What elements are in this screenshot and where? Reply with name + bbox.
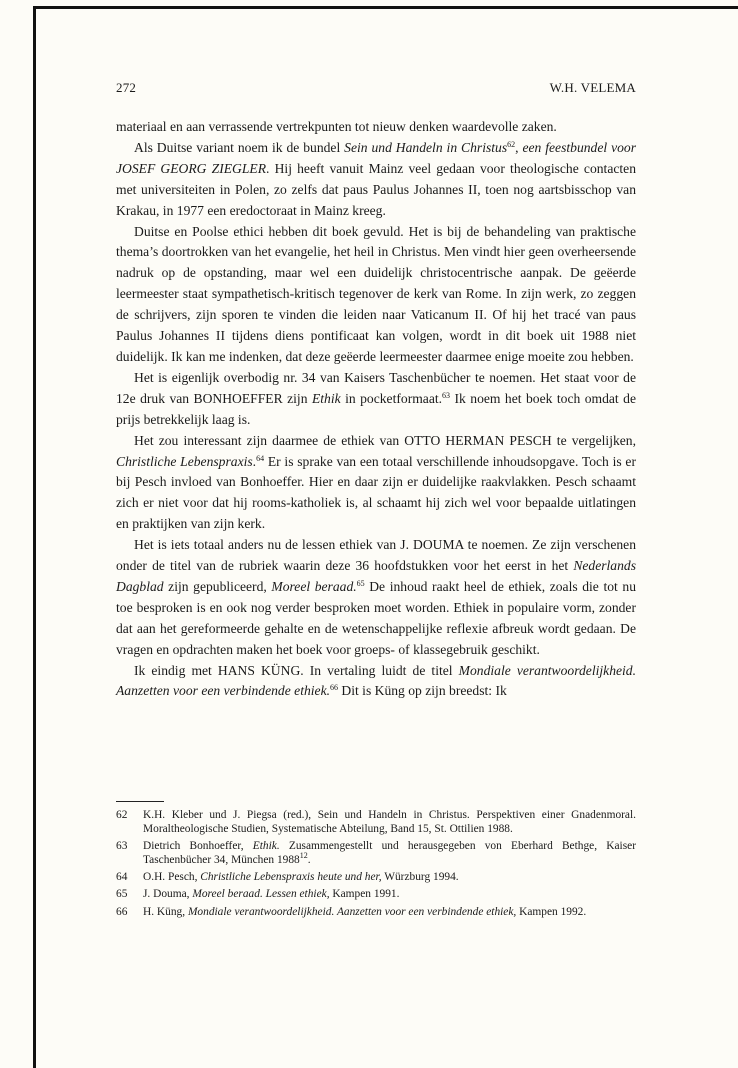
footnote-text: Dietrich Bonhoeffer, bbox=[143, 840, 253, 853]
footnote-title: Ethik. bbox=[252, 840, 280, 853]
footnote-text: J. Douma, bbox=[143, 888, 193, 901]
paragraph-text: zijn gepubliceerd, bbox=[163, 578, 272, 594]
footnote-text: O.H. Pesch, bbox=[143, 871, 201, 884]
footnote-ref-65[interactable]: 65 bbox=[356, 578, 365, 588]
footnote-title: Mondiale verantwoordelijkheid. Aanzetten voor een verbindende ethiek, bbox=[187, 905, 517, 918]
book-title: Ethik bbox=[311, 390, 341, 406]
footnote-number: 65 bbox=[116, 888, 128, 901]
footnote-64 bbox=[116, 870, 636, 884]
book-title: Christliche Lebenspraxis bbox=[116, 453, 253, 469]
footnote-text: Kampen 1992. bbox=[516, 905, 587, 918]
footnote-number: 63 bbox=[116, 840, 128, 853]
paragraph-text: materiaal en aan verrassende vertrekpunten tot nieuw denken waardevolle zaken. bbox=[116, 119, 557, 134]
book-title: Moreel beraad. bbox=[271, 578, 357, 594]
footnote-ref-66[interactable]: 66 bbox=[330, 683, 339, 693]
footnote-62 bbox=[116, 808, 636, 836]
paragraph-4 bbox=[116, 368, 636, 431]
paragraph-text: Het zou interessant zijn daarmee de ethiek van OTTO HERMAN PESCH te vergelijken, bbox=[134, 432, 636, 448]
footnote-rule bbox=[116, 801, 164, 802]
footnotes bbox=[116, 808, 636, 922]
paragraph-1 bbox=[116, 117, 636, 138]
paragraph-text: Het is eigenlijk overbodig nr. 34 van Kaisers Taschenbücher te noemen. Het staat voor de 12e druk van BONHOEFFER zijn bbox=[116, 369, 636, 406]
newspaper-title: Nederlands Dagblad bbox=[116, 558, 636, 594]
footnote-number: 66 bbox=[116, 905, 128, 918]
footnote-text: Zusammengestellt und herausgegeben von Eberhard Bethge, Kaiser Taschenbücher 34, München 1988 bbox=[143, 840, 637, 867]
book-title: Mondiale verantwoordelijkheid. Aanzetten voor een verbindende ethiek. bbox=[116, 662, 636, 699]
paragraph-text: Duitse en Poolse ethici hebben dit boek gevuld. Het is bij de behandeling van praktische thema’s doortrokken van het evangelie, het heil in Christus. Men vindt hier geen overheersende nadruk op de opstanding, maar wel een duidelijk christocentrische aanpak. De geëerde leermeester staat sympathetisch-kritisch tegenover de kerk van Rome. In zijn werk, zo zeggen de schrijvers, zijn sporen te vinden die leiden naar Vaticanum II. Of hij het tracé van paus Paulus Johannes II tijdens diens pontificaat kan volgen, wordt in dit boek uit 1988 niet duidelijk. Ik kan me indenken, dat deze geëerde leermeester daarmee enige moeite zou hebben. bbox=[116, 223, 636, 364]
page-number: 272 bbox=[116, 80, 137, 95]
footnote-title: Christliche Lebenspraxis heute und her, bbox=[200, 871, 382, 884]
paragraph-text: . bbox=[252, 453, 257, 469]
footnote-text: Würzburg 1994. bbox=[381, 871, 459, 884]
edition-superscript: 12 bbox=[299, 851, 308, 861]
footnote-text: Kampen 1991. bbox=[329, 888, 400, 901]
paragraph-text: Er is sprake van een totaal verschillende inhoudsopgave. Toch is er bij Pesch invloed van Bonhoeffer. Hier en daar zijn er duidelijke raakvlakken. Pesch schaamt zich er niet voor dat hij rooms-katholiek is, al schaamt hij zich wel voor bepaalde uitlatingen en praktijken van zijn kerk. bbox=[116, 453, 636, 532]
footnote-number: 62 bbox=[116, 809, 128, 821]
footnote-66 bbox=[116, 905, 636, 919]
footnote-63 bbox=[116, 839, 636, 867]
paragraph-text: Ik noem het boek toch omdat de prijs betrekkelijk laag is. bbox=[116, 390, 636, 427]
footnote-ref-62[interactable]: 62 bbox=[507, 139, 516, 149]
footnote-65 bbox=[116, 887, 636, 901]
paragraph-6 bbox=[116, 535, 636, 660]
footnote-ref-63[interactable]: 63 bbox=[442, 390, 451, 400]
paragraph-text: in pocketformaat. bbox=[340, 390, 443, 406]
footnote-text: H. Küng, bbox=[143, 905, 188, 918]
paragraph-text: , bbox=[515, 139, 523, 155]
paragraph-text: De inhoud raakt heel de ethiek, zoals die tot nu toe besproken is en ook nog verder besproken moet worden. Ethiek in populaire vorm, zonder dat aan het gereformeerde gehalte en de wetenschappelijke reflexie afbreuk wordt gedaan. De vragen en opdrachten maken het boek voor groeps- of klassegebruik geschikt. bbox=[116, 578, 636, 657]
footnote-number: 64 bbox=[116, 871, 128, 884]
paragraph-text: Ik eindig met HANS KÜNG. In vertaling luidt de titel bbox=[134, 662, 459, 678]
body-text bbox=[116, 117, 636, 702]
paragraph-2 bbox=[116, 138, 636, 222]
paragraph-text: Als Duitse variant noem ik de bundel bbox=[134, 139, 345, 155]
footnote-title: Moreel beraad. Lessen ethiek, bbox=[192, 888, 330, 901]
footnote-ref-64[interactable]: 64 bbox=[256, 453, 265, 463]
book-title: Sein und Handeln in Christus bbox=[344, 139, 508, 155]
paragraph-3 bbox=[116, 222, 636, 368]
footnote-text: . bbox=[307, 854, 311, 867]
book-subtitle: een feestbundel voor JOSEF GEORG ZIEGLER bbox=[116, 139, 636, 176]
footnote-text: K.H. Kleber und J. Piegsa (red.), Sein und Handeln in Christus. Perspektiven einer Gnadenmoral. Moraltheologische Studien, Systematische Abteilung, Band 15, St. Ottilien 1988. bbox=[143, 809, 636, 836]
running-head: W.H. VELEMA bbox=[549, 80, 636, 95]
paragraph-text: . Hij heeft vanuit Mainz veel gedaan voor theologische contacten met universiteiten in Polen, zo zelfs dat paus Paulus Johannes II, toen nog aartsbisschop van Krakau, in 1977 een eredoctoraat in Mainz kreeg. bbox=[116, 160, 636, 218]
paragraph-7 bbox=[116, 661, 636, 703]
paragraph-5 bbox=[116, 431, 636, 536]
paragraph-text: Het is iets totaal anders nu de lessen ethiek van J. DOUMA te noemen. Ze zijn verschenen onder de titel van de rubriek waarin deze 36 hoofdstukken voor het eerst in het bbox=[116, 537, 636, 574]
paragraph-text: Dit is Küng op zijn breedst: Ik bbox=[338, 683, 507, 699]
